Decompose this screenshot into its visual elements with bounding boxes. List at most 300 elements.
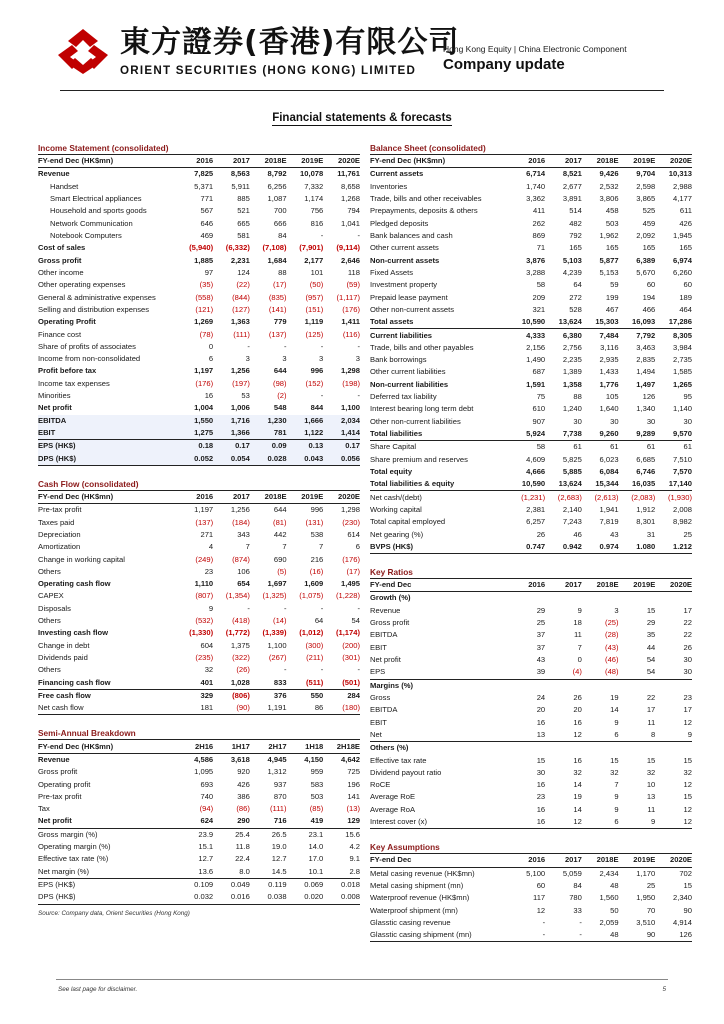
row-label: Minorities <box>38 391 71 401</box>
table-row <box>38 878 360 891</box>
cell-value: 18 <box>573 618 582 628</box>
cell-value: 9 <box>577 605 582 615</box>
row-label: Effective tax rate (%) <box>38 854 109 864</box>
cell-value: (197) <box>232 378 250 388</box>
cell-value: 2,340 <box>672 893 692 903</box>
row-label: Network Communication <box>50 218 133 228</box>
cell-value: (1,339) <box>262 628 287 638</box>
cell-value: (46) <box>605 655 619 665</box>
row-label: Depreciation <box>38 529 81 539</box>
cell-value: (957) <box>305 292 324 302</box>
cell-value: 959 <box>310 767 324 777</box>
row-label: Notebook Computers <box>50 231 122 241</box>
cell-value: 1,414 <box>323 427 360 440</box>
cell-value: - <box>357 341 360 351</box>
cell-value: 0.747 <box>508 541 545 554</box>
table-row <box>370 767 692 779</box>
row-label: Trade, bills and other payables <box>370 342 474 352</box>
row-label: Investment property <box>370 280 438 290</box>
cell-value: 4,666 <box>526 466 546 476</box>
row-label: Selling and distribution expenses <box>38 304 150 314</box>
column-header-year: 2018E <box>250 155 287 168</box>
cell-value: (200) <box>342 640 360 650</box>
row-label: Pre-tax profit <box>38 505 82 515</box>
cell-value: 604 <box>200 640 214 650</box>
table-header-row <box>370 155 692 168</box>
cell-value: 1,560 <box>599 893 619 903</box>
company-logo-icon <box>54 27 112 77</box>
cell-value: 1,268 <box>340 194 360 204</box>
cell-value: 1,028 <box>213 677 250 690</box>
cell-value: 84 <box>573 881 582 891</box>
cell-value: 0.974 <box>582 541 619 554</box>
cell-value: 11 <box>573 630 582 640</box>
cell-value: 9,289 <box>619 428 656 441</box>
cell-value: 12 <box>683 780 692 790</box>
row-label: Free cash flow <box>38 690 91 700</box>
cell-value: - <box>320 341 324 351</box>
column-header-label: FY-end Dec <box>370 579 508 592</box>
cell-value: 0.942 <box>545 541 582 554</box>
cell-value: 466 <box>642 304 656 314</box>
row-label: Waterproof revenue (HK$mn) <box>370 893 470 903</box>
cell-value: (17) <box>346 566 360 576</box>
cell-value: 15 <box>610 755 619 765</box>
cell-value: 12 <box>683 804 692 814</box>
table-row <box>38 516 360 528</box>
cell-value: 0.054 <box>213 453 250 466</box>
cell-value: 290 <box>213 815 250 828</box>
row-label: Taxes paid <box>38 517 75 527</box>
table-row <box>38 689 360 702</box>
table-row <box>370 541 692 554</box>
cell-value: 262 <box>532 218 546 228</box>
table-row <box>38 791 360 803</box>
cell-value: 1,100 <box>340 403 360 413</box>
table-row <box>370 917 692 929</box>
cell-value: 30 <box>655 666 692 679</box>
cell-value: 54 <box>351 616 360 626</box>
row-label: Fixed Assets <box>370 267 414 277</box>
cell-value: 833 <box>250 677 287 690</box>
cell-value: 5,877 <box>599 255 619 265</box>
table-row <box>370 255 692 267</box>
cell-value: (235) <box>195 653 214 663</box>
row-label: Cost of sales <box>38 243 86 253</box>
row-label: Handset <box>50 181 79 191</box>
cell-value: 126 <box>655 929 692 942</box>
column-header-year: 2020E <box>323 491 360 504</box>
cell-value: 17 <box>683 605 692 615</box>
cell-value: 1,591 <box>526 379 546 389</box>
cell-value: 10,078 <box>300 169 324 179</box>
cell-value: 1,358 <box>562 379 582 389</box>
column-header-year: 1H17 <box>213 740 250 753</box>
cell-value: 6,084 <box>599 466 619 476</box>
cell-value: 376 <box>273 690 287 700</box>
cell-value: 8,521 <box>562 169 582 179</box>
cell-value: 271 <box>200 529 214 539</box>
table-row <box>370 304 692 316</box>
table-row <box>370 291 692 303</box>
cell-value: 779 <box>273 317 287 327</box>
table-row <box>38 440 360 453</box>
row-label: EPS (HK$) <box>38 880 76 890</box>
cell-value: 60 <box>536 881 546 891</box>
cell-value: (151) <box>305 304 324 314</box>
table-row <box>38 316 360 328</box>
cell-value: 3,510 <box>636 917 656 927</box>
cell-value: 6,023 <box>599 454 619 464</box>
row-label: Share of profits of associates <box>38 341 136 351</box>
table-row <box>370 454 692 466</box>
cell-value: 7,738 <box>545 428 582 441</box>
cell-value: 88 <box>573 392 582 402</box>
cell-value: 11,761 <box>337 169 360 179</box>
row-label: Household and sports goods <box>50 206 147 216</box>
cell-value: 2,756 <box>562 342 582 352</box>
cell-value: 1,609 <box>304 579 324 589</box>
row-label: Gross profit <box>370 618 410 628</box>
cell-value: 503 <box>310 791 324 801</box>
row-label: Share Capital <box>370 442 417 452</box>
cell-value: 12 <box>683 717 692 727</box>
cell-value: 43 <box>610 529 619 539</box>
table-row <box>370 516 692 528</box>
table-header-row <box>370 854 692 867</box>
cell-value: (50) <box>309 280 324 290</box>
row-label: Other current assets <box>370 243 439 253</box>
table-row <box>370 168 692 181</box>
cell-value: 464 <box>679 304 692 314</box>
row-label: Gross profit <box>38 255 82 265</box>
cell-value: 5,103 <box>562 255 582 265</box>
cell-value: - <box>284 341 287 351</box>
cell-value: 567 <box>200 206 214 216</box>
cell-value: 13,624 <box>545 478 582 491</box>
cell-value: 6 <box>208 354 214 364</box>
row-label: Current assets <box>370 169 424 179</box>
cell-value: 13,624 <box>545 316 582 329</box>
cell-value: - <box>357 231 360 241</box>
cell-value: 386 <box>237 791 250 801</box>
cell-value: 6,685 <box>636 454 656 464</box>
cell-value: 1,256 <box>230 505 250 515</box>
cell-value: - <box>320 665 324 675</box>
table-row <box>38 652 360 664</box>
table-row <box>370 867 692 880</box>
cell-value: 716 <box>250 815 287 828</box>
cell-value: 1,550 <box>176 415 213 427</box>
cell-value: (230) <box>342 517 360 527</box>
cell-value: 4,586 <box>194 754 214 764</box>
row-label: Dividend payout ratio <box>370 767 442 777</box>
cell-value: 15,303 <box>582 316 619 329</box>
cell-value: 19 <box>573 792 582 802</box>
cell-value: 548 <box>273 403 287 413</box>
cell-value: 0 <box>208 341 214 351</box>
cell-value: 23 <box>683 692 692 702</box>
cell-value: 7,825 <box>194 169 214 179</box>
table-row <box>38 640 360 652</box>
table-row <box>370 905 692 917</box>
cell-value: 4.2 <box>349 842 360 852</box>
column-header-year: 2H18E <box>323 740 360 753</box>
cell-value: (249) <box>195 554 214 564</box>
column-header-year: 2020E <box>655 155 692 168</box>
cell-value: 117 <box>533 893 546 903</box>
cell-value: 2,935 <box>599 355 619 365</box>
row-label: Gross margin (%) <box>38 829 98 839</box>
cell-value: 0.119 <box>268 880 287 890</box>
cell-value: 7,484 <box>599 330 619 340</box>
cell-value: 16 <box>508 816 545 829</box>
table-row <box>370 441 692 454</box>
row-label: Growth (%) <box>370 593 411 603</box>
cell-value: 88 <box>278 267 287 277</box>
cell-value: 14.0 <box>308 842 324 852</box>
cell-value: 15 <box>536 755 546 765</box>
table-row <box>38 168 360 181</box>
cell-value: 0.032 <box>176 891 213 904</box>
cell-value: 521 <box>237 206 250 216</box>
cell-value: 6 <box>582 816 619 829</box>
cell-value: (1,117) <box>336 292 360 302</box>
cell-value: 95 <box>683 392 692 402</box>
row-label: Total liabilities <box>370 428 508 441</box>
table-row <box>370 279 692 291</box>
cell-value: 426 <box>237 779 250 789</box>
cell-value: 9 <box>208 603 214 613</box>
cell-value: 1,298 <box>340 505 360 515</box>
page-number: 5 <box>662 986 666 993</box>
cell-value: 792 <box>569 231 582 241</box>
cell-value: 16 <box>573 717 582 727</box>
cell-value: 48 <box>610 881 619 891</box>
cell-value: 61 <box>610 442 619 452</box>
cell-value: 0.018 <box>340 880 360 890</box>
cell-value: (511) <box>287 677 324 690</box>
row-label: Metal casing shipment (mn) <box>370 881 464 891</box>
row-label: Change in working capital <box>38 554 125 564</box>
cell-value: 321 <box>532 304 546 314</box>
cell-value: 1,962 <box>599 231 619 241</box>
cell-value: 514 <box>569 206 582 216</box>
table-row <box>38 427 360 440</box>
cash-flow-title: Cash Flow (consolidated) <box>38 478 360 491</box>
cell-value: 1,275 <box>176 427 213 440</box>
cell-value: 14.5 <box>250 866 287 879</box>
cell-value: (1,012) <box>299 628 324 638</box>
cell-value: 8,305 <box>672 330 692 340</box>
row-label: Dividends paid <box>38 653 88 663</box>
cell-value: 8.0 <box>213 866 250 879</box>
row-label: EBIT <box>38 427 176 440</box>
cell-value: 12.7 <box>198 854 214 864</box>
cell-value: - <box>284 603 287 613</box>
cell-value: 0.020 <box>287 891 324 904</box>
row-label: Total assets <box>370 316 508 329</box>
cell-value: 141 <box>347 791 360 801</box>
row-label: Others <box>38 616 61 626</box>
cell-value: 16 <box>536 804 546 814</box>
cell-value: 1,433 <box>599 367 619 377</box>
cell-value: (501) <box>323 677 360 690</box>
cell-value: 528 <box>569 304 582 314</box>
cell-value: 0.17 <box>213 440 250 453</box>
cell-value: 2,835 <box>636 355 656 365</box>
cell-value: 19.0 <box>271 842 287 852</box>
cell-value: (418) <box>232 616 250 626</box>
cell-value: 1,697 <box>267 579 287 589</box>
row-label: Trade, bills and other receivables <box>370 194 482 204</box>
cell-value: 54 <box>646 655 656 665</box>
cell-value: 35 <box>646 630 656 640</box>
table-row <box>370 929 692 942</box>
row-label: Revenue <box>38 169 70 179</box>
cell-value: 3,362 <box>526 194 546 204</box>
cell-value: 2,235 <box>562 355 582 365</box>
table-row <box>38 803 360 815</box>
cell-value: 6 <box>582 729 619 742</box>
row-label: DPS (HK$) <box>38 891 176 904</box>
cell-value: 6,389 <box>636 255 656 265</box>
row-label: Net profit <box>38 403 72 413</box>
table-row <box>38 541 360 553</box>
cell-value: 216 <box>310 554 324 564</box>
column-header-year: 2016 <box>176 155 213 168</box>
cell-value: 1,197 <box>194 505 214 515</box>
cell-value: 816 <box>310 218 324 228</box>
cell-value: 17 <box>646 705 656 715</box>
cell-value: 25 <box>536 618 546 628</box>
row-label: RoCE <box>370 780 391 790</box>
left-column <box>38 142 360 919</box>
table-row <box>370 329 692 342</box>
cell-value: 3 <box>245 354 250 364</box>
row-label: Working capital <box>370 504 422 514</box>
cell-value: 58 <box>536 442 546 452</box>
column-header-year: 2019E <box>619 854 656 867</box>
table-row <box>370 181 692 193</box>
row-label: Total capital employed <box>370 517 446 527</box>
cell-value: 1,941 <box>599 504 619 514</box>
cell-value: 0.09 <box>250 440 287 453</box>
table-row <box>38 891 360 904</box>
row-label: Finance cost <box>38 329 82 339</box>
cell-value: 4,239 <box>562 267 582 277</box>
table-row <box>38 766 360 778</box>
row-label: Non-current assets <box>370 255 440 265</box>
table-row <box>370 605 692 617</box>
cell-value: 8,658 <box>340 181 360 191</box>
cell-value: 3 <box>355 354 360 364</box>
cell-value: 614 <box>347 529 360 539</box>
row-label: Glasstic casing revenue <box>370 917 451 927</box>
cell-value: 37 <box>536 642 546 652</box>
cell-value: 60 <box>646 280 656 290</box>
cell-value: 26 <box>573 692 582 702</box>
cell-value: 10.1 <box>287 866 324 879</box>
cell-value: 6,714 <box>526 169 546 179</box>
cell-value <box>655 742 692 755</box>
cell-value: 20 <box>573 705 582 715</box>
cell-value: 1,312 <box>267 767 287 777</box>
row-label: Non-current liabilities <box>370 379 449 389</box>
page-title: Financial statements & forecasts <box>272 112 452 124</box>
cell-value: (5,940) <box>189 243 214 253</box>
row-label: Revenue <box>38 754 70 764</box>
cell-value: 8,792 <box>267 169 287 179</box>
cell-value: (98) <box>273 378 287 388</box>
cell-value: 1,585 <box>672 367 692 377</box>
cell-value: (300) <box>305 640 324 650</box>
column-header-year: 2018E <box>582 579 619 592</box>
cell-value: 9 <box>614 792 619 802</box>
table-row <box>370 428 692 441</box>
column-header-year: 2018E <box>582 155 619 168</box>
cell-value: 7,510 <box>672 454 692 464</box>
cell-value: (2) <box>277 391 287 401</box>
cell-value: 14 <box>610 705 619 715</box>
key-assumptions-title: Key Assumptions <box>370 841 692 854</box>
table-row <box>38 815 360 828</box>
cell-value: (1,330) <box>189 628 214 638</box>
cell-value: (874) <box>232 554 250 564</box>
table-row <box>38 181 360 193</box>
table-row <box>370 754 692 766</box>
cell-value: 32 <box>683 767 692 777</box>
row-label: Others <box>38 566 61 576</box>
cell-value: 15.6 <box>345 829 360 839</box>
cell-value: 32 <box>646 767 656 777</box>
cell-value: (180) <box>323 702 360 715</box>
cell-value <box>619 679 656 692</box>
cell-value: 1,912 <box>636 504 656 514</box>
column-header-year: 2018E <box>582 854 619 867</box>
table-row <box>370 218 692 230</box>
cell-value: 16,093 <box>619 316 656 329</box>
row-label: Net gearing (%) <box>370 529 424 539</box>
cell-value: 1,375 <box>230 640 250 650</box>
cell-value: (806) <box>232 690 250 700</box>
cell-value: 5,924 <box>508 428 545 441</box>
footer-divider <box>56 979 668 980</box>
row-label: CAPEX <box>38 591 64 601</box>
cell-value: (1,930) <box>667 492 692 502</box>
cell-value: - <box>542 917 546 927</box>
cell-value: (9,114) <box>336 243 360 253</box>
cell-value: (835) <box>268 292 287 302</box>
cell-value: - <box>320 231 324 241</box>
cell-value: 6 <box>355 542 360 552</box>
row-label: EBIT <box>370 717 387 727</box>
cell-value: 1,497 <box>636 379 656 389</box>
table-row <box>38 453 360 466</box>
cell-value: 25 <box>683 529 692 539</box>
cell-value: 8,301 <box>636 517 656 527</box>
cell-value <box>508 592 545 605</box>
cell-value: 442 <box>273 529 287 539</box>
cell-value: 7 <box>245 542 250 552</box>
column-header-year: 2020E <box>655 579 692 592</box>
cell-value <box>582 679 619 692</box>
cell-value: 7,570 <box>672 466 692 476</box>
cell-value: 1,006 <box>230 403 250 413</box>
cell-value: 5,670 <box>636 267 656 277</box>
cell-value: 39 <box>508 666 545 679</box>
cell-value: (35) <box>199 280 214 290</box>
